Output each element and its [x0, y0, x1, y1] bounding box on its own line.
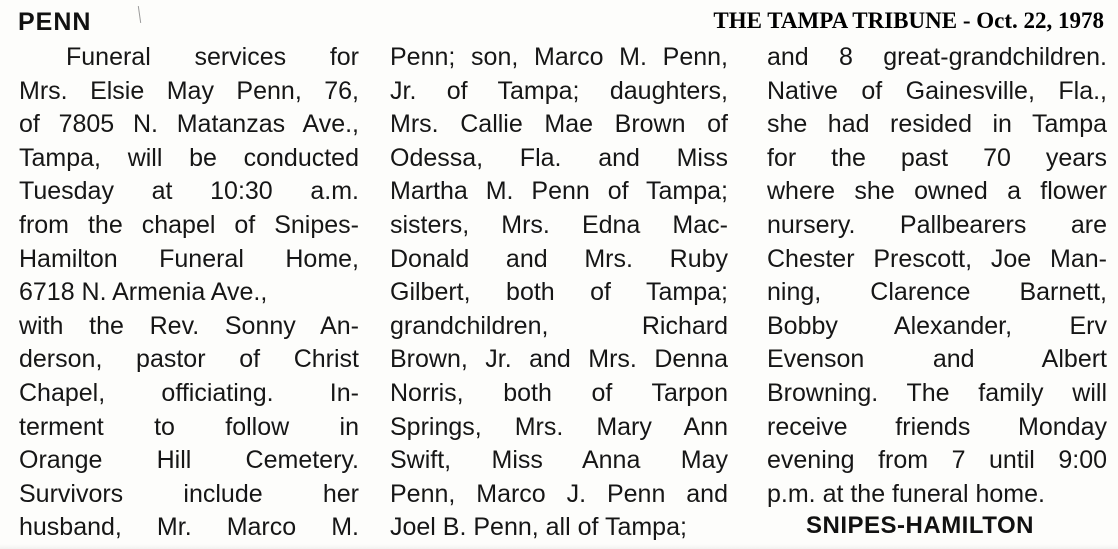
column-2-line: Jr. of Tampa; daughters,	[390, 76, 728, 105]
column-2-line: Penn, Marco J. Penn and	[390, 479, 728, 508]
column-2-line: grandchildren, Richard	[390, 311, 728, 340]
clipping-cut-edge	[0, 544, 1118, 549]
column-1-line: of 7805 N. Matanzas Ave.,	[19, 110, 359, 139]
column-1-line: derson, pastor of Christ	[19, 345, 359, 374]
column-3-line: receive friends Monday	[767, 412, 1107, 441]
column-3-line: ning, Clarence Barnett,	[767, 278, 1107, 307]
column-1-line: from the chapel of Snipes-	[19, 210, 359, 239]
column-2-line: Odessa, Fla. and Miss	[390, 143, 728, 172]
column-2-line: Penn; son, Marco M. Penn,	[390, 43, 728, 71]
obituary-column-2	[390, 41, 728, 545]
column-1-line: Mrs. Elsie May Penn, 76,	[19, 76, 359, 105]
paper-crease-mark	[138, 6, 141, 23]
column-1-line: with the Rev. Sonny An-	[19, 311, 359, 340]
column-1-line: husband, Mr. Marco M.	[19, 513, 359, 542]
column-3-line: evening from 7 until 9:00	[767, 446, 1107, 475]
column-2-line: Martha M. Penn of Tampa;	[390, 177, 728, 206]
column-3-line: for the past 70 years	[767, 143, 1107, 172]
column-3-line: she had resided in Tampa	[767, 110, 1107, 139]
funeral-home-signature: SNIPES-HAMILTON	[806, 512, 1034, 539]
column-1-line: Funeral services for	[66, 43, 359, 71]
column-2-line: Springs, Mrs. Mary Ann	[390, 412, 728, 441]
column-1-line: Hamilton Funeral Home,	[19, 244, 359, 273]
column-2-line: Brown, Jr. and Mrs. Denna	[390, 345, 728, 374]
newspaper-masthead-date: THE TAMPA TRIBUNE - Oct. 22, 1978	[713, 8, 1104, 33]
column-3-line: Evenson and Albert	[767, 345, 1107, 374]
column-3-line: Native of Gainesville, Fla.,	[767, 76, 1107, 105]
column-1-line: Tampa, will be conducted	[19, 143, 359, 172]
column-2-line: Swift, Miss Anna May	[390, 446, 728, 475]
column-1-line: Orange Hill Cemetery.	[19, 446, 359, 475]
column-2-line: Mrs. Callie Mae Brown of	[390, 110, 728, 139]
column-2-line: Joel B. Penn, all of Tampa;	[390, 513, 687, 542]
column-3-line: Chester Prescott, Joe Man-	[767, 244, 1107, 273]
column-2-line: Norris, both of Tarpon	[390, 378, 728, 407]
column-3-line: where she owned a flower	[767, 177, 1107, 206]
column-2-line: Gilbert, both of Tampa;	[390, 278, 728, 307]
column-3-line: Browning. The family will	[767, 378, 1107, 407]
column-1-line: 6718 N. Armenia Ave.,	[19, 278, 268, 307]
obituary-column-1	[19, 41, 359, 545]
obituary-surname-heading: PENN	[18, 8, 92, 36]
column-2-line: Donald and Mrs. Ruby	[390, 244, 728, 273]
column-3-line: Bobby Alexander, Erv	[767, 311, 1107, 340]
obituary-column-3	[767, 41, 1107, 511]
column-3-line: p.m. at the funeral home.	[767, 479, 1045, 508]
column-1-line: Survivors include her	[19, 479, 359, 508]
column-1-line: Chapel, officiating. In-	[19, 378, 359, 407]
column-3-line: and 8 great-grandchildren.	[767, 43, 1107, 71]
column-3-line: nursery. Pallbearers are	[767, 210, 1107, 239]
column-1-line: Tuesday at 10:30 a.m.	[19, 177, 359, 206]
column-2-line: sisters, Mrs. Edna Mac-	[390, 210, 728, 239]
column-1-line: terment to follow in	[19, 412, 359, 441]
